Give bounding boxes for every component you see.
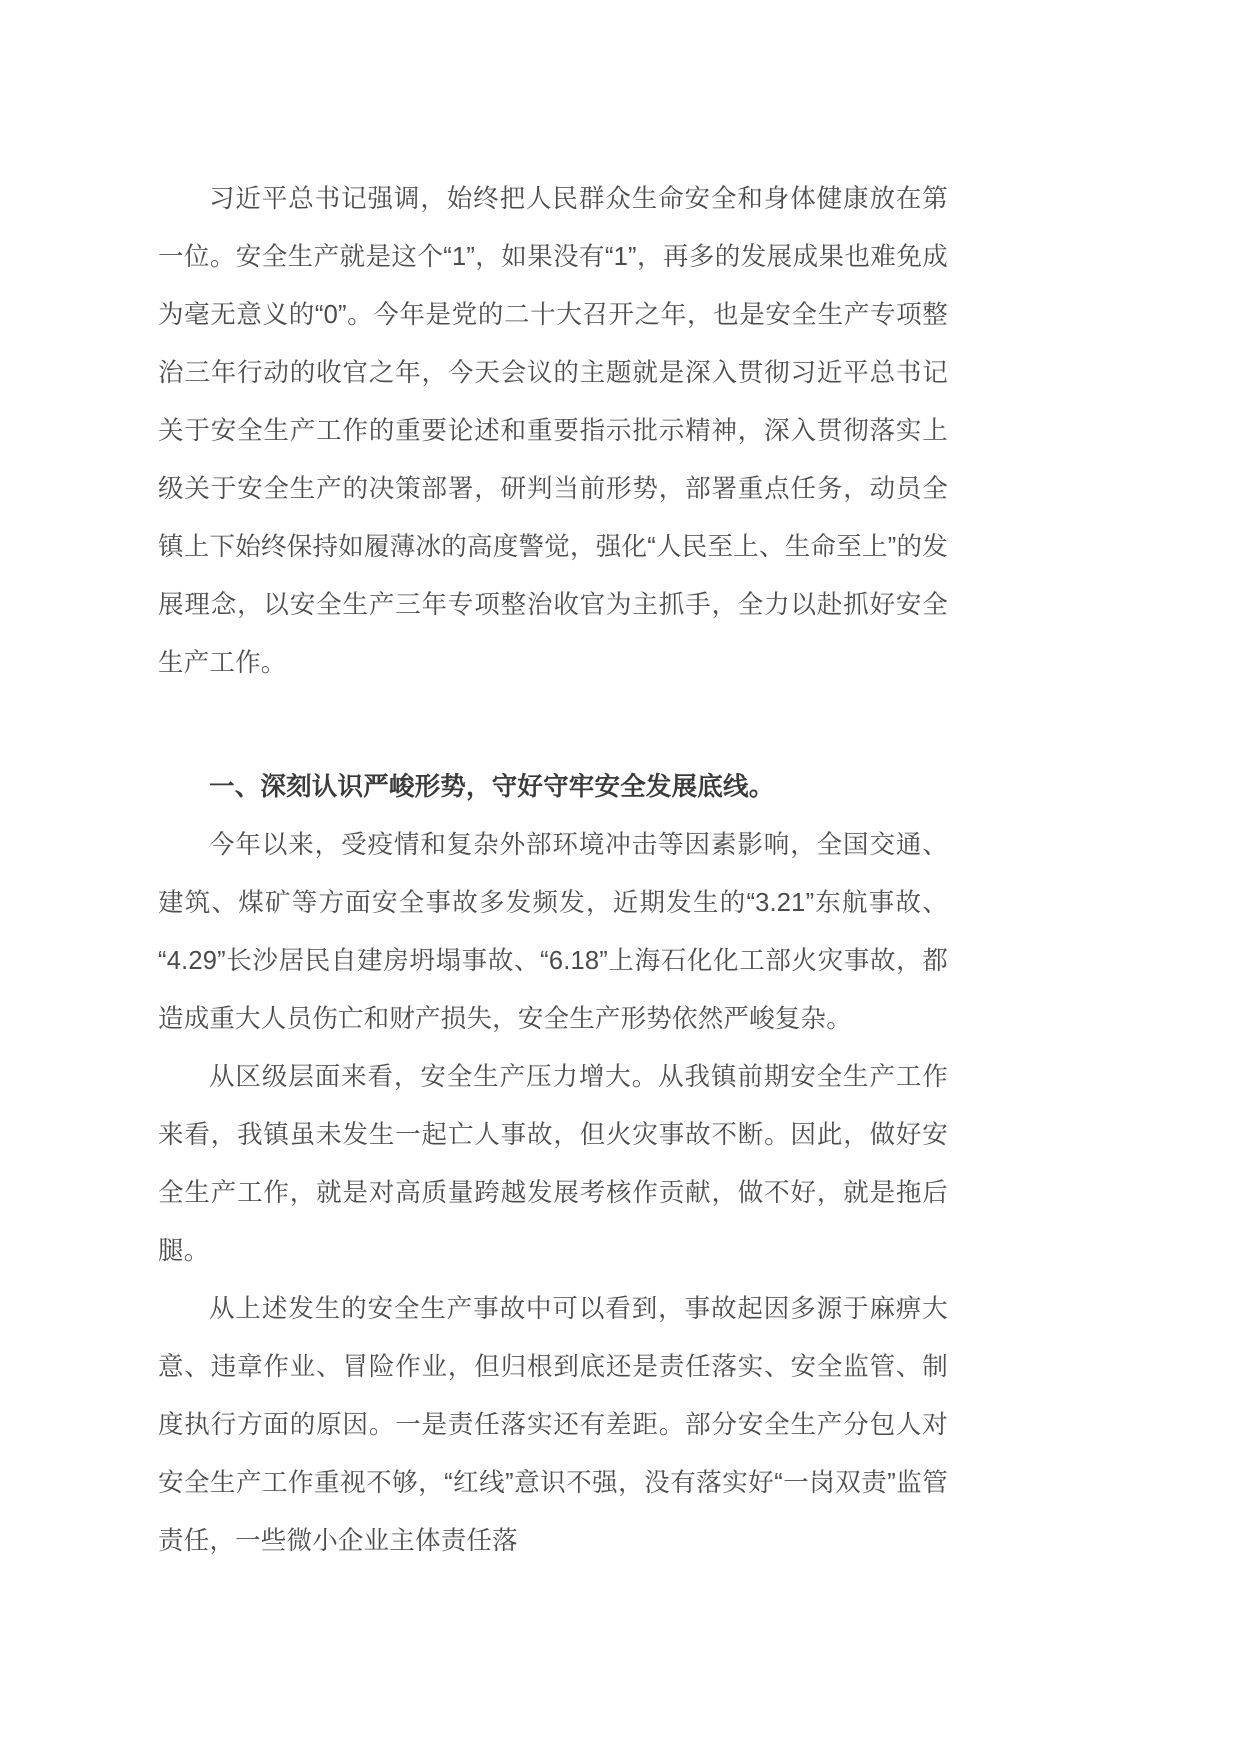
- paragraph-accident-causes: 从上述发生的安全生产事故中可以看到，事故起因多源于麻痹大意、违章作业、冒险作业，但归根到底还是责任落实、安全监管、制度执行方面的原因。一是责任落实还有差距。部分安全生产分包人对安全生产工作重视不够，“红线”意识不强，没有落实好“一岗双责”监管责任，一些微小企业主体责任落: [158, 1295, 948, 1555]
- paragraph-district-pressure: 从区级层面来看，安全生产压力增大。从我镇前期安全生产工作来看，我镇虽未发生一起亡人事故，但火灾事故不断。因此，做好安全生产工作，就是对高质量跨越发展考核作贡献，做不好，就是拖后腿。: [158, 1063, 948, 1265]
- section-spacer: [158, 692, 948, 758]
- section-heading-one: 一、深刻认识严峻形势，守好守牢安全发展底线。: [209, 773, 775, 801]
- paragraph-intro: 习近平总书记强调，始终把人民群众生命安全和身体健康放在第一位。安全生产就是这个“1”，如果没有“1”，再多的发展成果也难免成为毫无意义的“0”。今年是党的二十大召开之年，也是安全生产专项整治三年行动的收官之年，今天会议的主题就是深入贯彻习近平总书记关于安全生产工作的重要论述和重要指示批示精神，深入贯彻落实上级关于安全生产的决策部署，研判当前形势，部署重点任务，动员全镇上下始终保持如履薄冰的高度警觉，强化“人民至上、生命至上”的发展理念，以安全生产三年专项整治收官为主抓手，全力以赴抓好安全生产工作。: [158, 185, 948, 677]
- document-content: [158, 170, 948, 1570]
- paragraph-national-situation: 今年以来，受疫情和复杂外部环境冲击等因素影响，全国交通、建筑、煤矿等方面安全事故多发频发，近期发生的“3.21”东航事故、“4.29”长沙居民自建房坍塌事故、“6.18”上海石化化工部火灾事故，都造成重大人员伤亡和财产损失，安全生产形势依然严峻复杂。: [158, 831, 948, 1033]
